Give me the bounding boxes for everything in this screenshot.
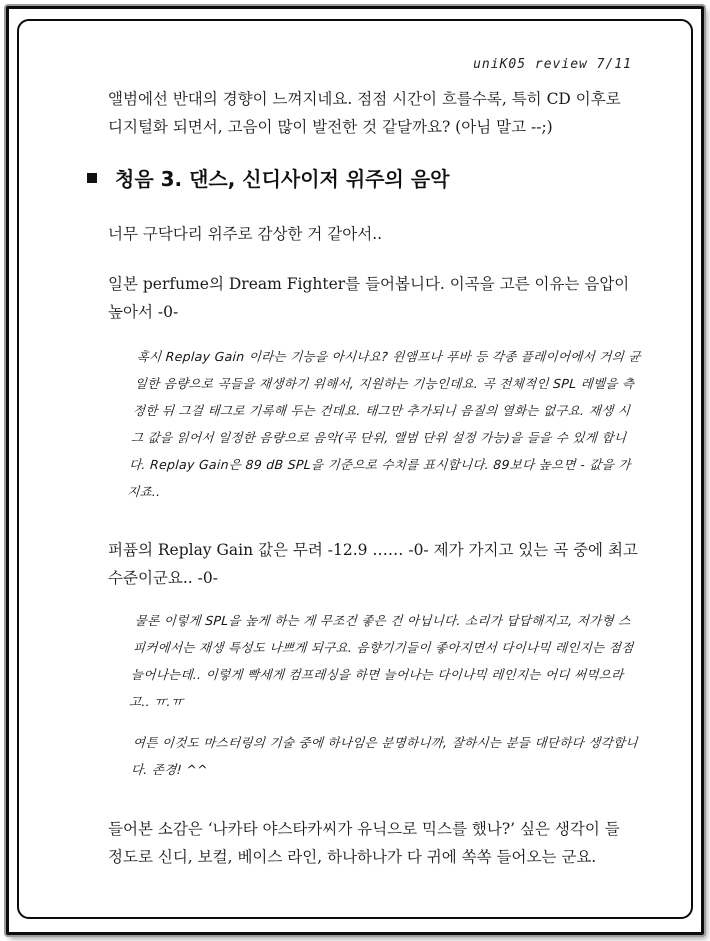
note-spl-loudness: 물론 이렇게 SPL을 높게 하는 게 무조건 좋은 건 아닙니다. 소리가 답답해지고, 저가형 스피커에서는 재생 특성도 나쁘게 되구요. 음향기기들이 좋아지면서 다이나믹 레인지는 점점 늘어나는데.. 이렇게 빡세게 컴프레싱을 하면 늘어나는 다이나믹 레인지는 어디 써먹으라고.. ㅠ.ㅠ (128, 613, 635, 709)
note-mastering: 여튼 이것도 마스터링의 기술 중에 하나임은 분명하니까, 잘하시는 분들 대단하다 생각합니다. 존경! ^^ (130, 735, 639, 777)
note-replay-gain: 혹시 Replay Gain 이라는 기능을 아시나요? 윈앰프나 푸바 등 각종 플레이어에서 거의 균일한 음량으로 곡들을 재생하기 위해서, 지원하는 기능인데요. 곡 전체적인 SPL 레벨을 측정한 뒤 그걸 태그로 기록해 두는 건데요. 태그만 추가되니 음질의 열화는 없구요. 재생 시 그 값을 읽어서 일정한 음량으로 음악(곡 단위, 앨범 단위 설정 가능)을 들을 수 있게 합니다. Replay Gain은 89 dB SPL을 기준으로 수치를 표시합니다. 89보다 높으면 - 값을 가지죠.. (126, 349, 642, 499)
section-heading (87, 163, 449, 192)
paragraph-impression: 들어본 소감은 ‘나카타 야스타카씨가 유닉으로 믹스를 했나?’ 싶은 생각이 들 정도로 신디, 보컬, 베이스 라인, 하나하나가 다 귀에 쏙쏙 들어오는 군요. (108, 820, 620, 866)
square-bullet-icon (87, 173, 97, 183)
section-heading-text: 청음 3. 댄스, 신디사이저 위주의 음악 (115, 167, 450, 191)
paragraph-perfume: 일본 perfume의 Dream Fighter를 들어봅니다. 이곡을 고른 이유는 음압이 높아서 -0- (108, 275, 630, 321)
paragraph-replay-gain-value: 퍼퓸의 Replay Gain 값은 무려 -12.9 …… -0- 제가 가지고 있는 곡 중에 최고 수준이군요.. -0- (108, 541, 638, 587)
page-header: uniK05 review 7/11 (473, 57, 632, 72)
paragraph-intro: 너무 구닥다리 위주로 감상한 거 같아서.. (108, 225, 383, 243)
paragraph-album-trend: 앨범에선 반대의 경향이 느껴지네요. 점점 시간이 흐를수록, 특히 CD 이후로 디지털화 되면서, 고음이 많이 발전한 것 같달까요? (아님 말고 --;) (108, 90, 621, 136)
